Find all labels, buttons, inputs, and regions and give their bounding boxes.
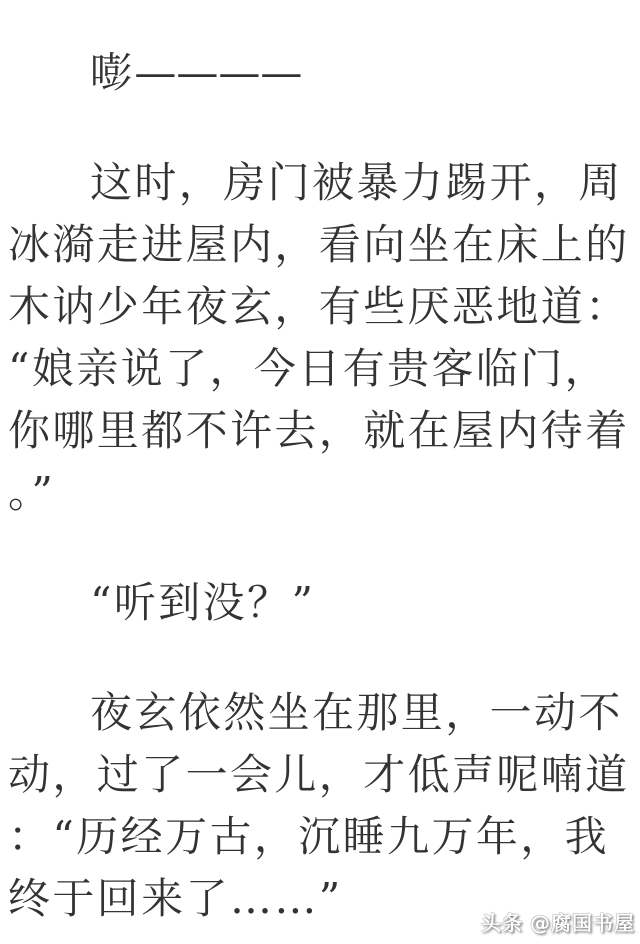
text-line: ：“历经万古，沉睡九万年，我: [8, 812, 610, 861]
watermark: [481, 907, 635, 936]
text-line: 夜玄依然坐在那里，一动不: [90, 688, 623, 737]
text-line: 木讷少年夜玄，有些厌恶地道：: [8, 282, 630, 331]
paragraph: [8, 682, 636, 930]
paragraph: [8, 572, 636, 634]
watermark-author-handle: @腐国书屋: [530, 911, 635, 935]
paragraph: [8, 152, 636, 524]
text-line: 你哪里都不许去，就在屋内待着: [8, 406, 630, 455]
text-line: 动，过了一会儿，才低声呢喃道: [8, 750, 630, 799]
text-line: “娘亲说了，今日有贵客临门，: [8, 344, 610, 393]
watermark-platform-label: 头条: [481, 911, 523, 935]
text-line: 嘭————: [90, 48, 303, 97]
text-line: 终于回来了……”: [8, 874, 343, 923]
long-dash: ————: [134, 48, 303, 97]
text-line: “听到没？”: [90, 578, 316, 627]
text-line: 冰漪走进屋内，看向坐在床上的: [8, 220, 630, 269]
text-line: 。”: [8, 468, 56, 517]
text-line: 这时，房门被暴力踢开，周: [90, 158, 623, 207]
paragraph: [8, 42, 636, 104]
